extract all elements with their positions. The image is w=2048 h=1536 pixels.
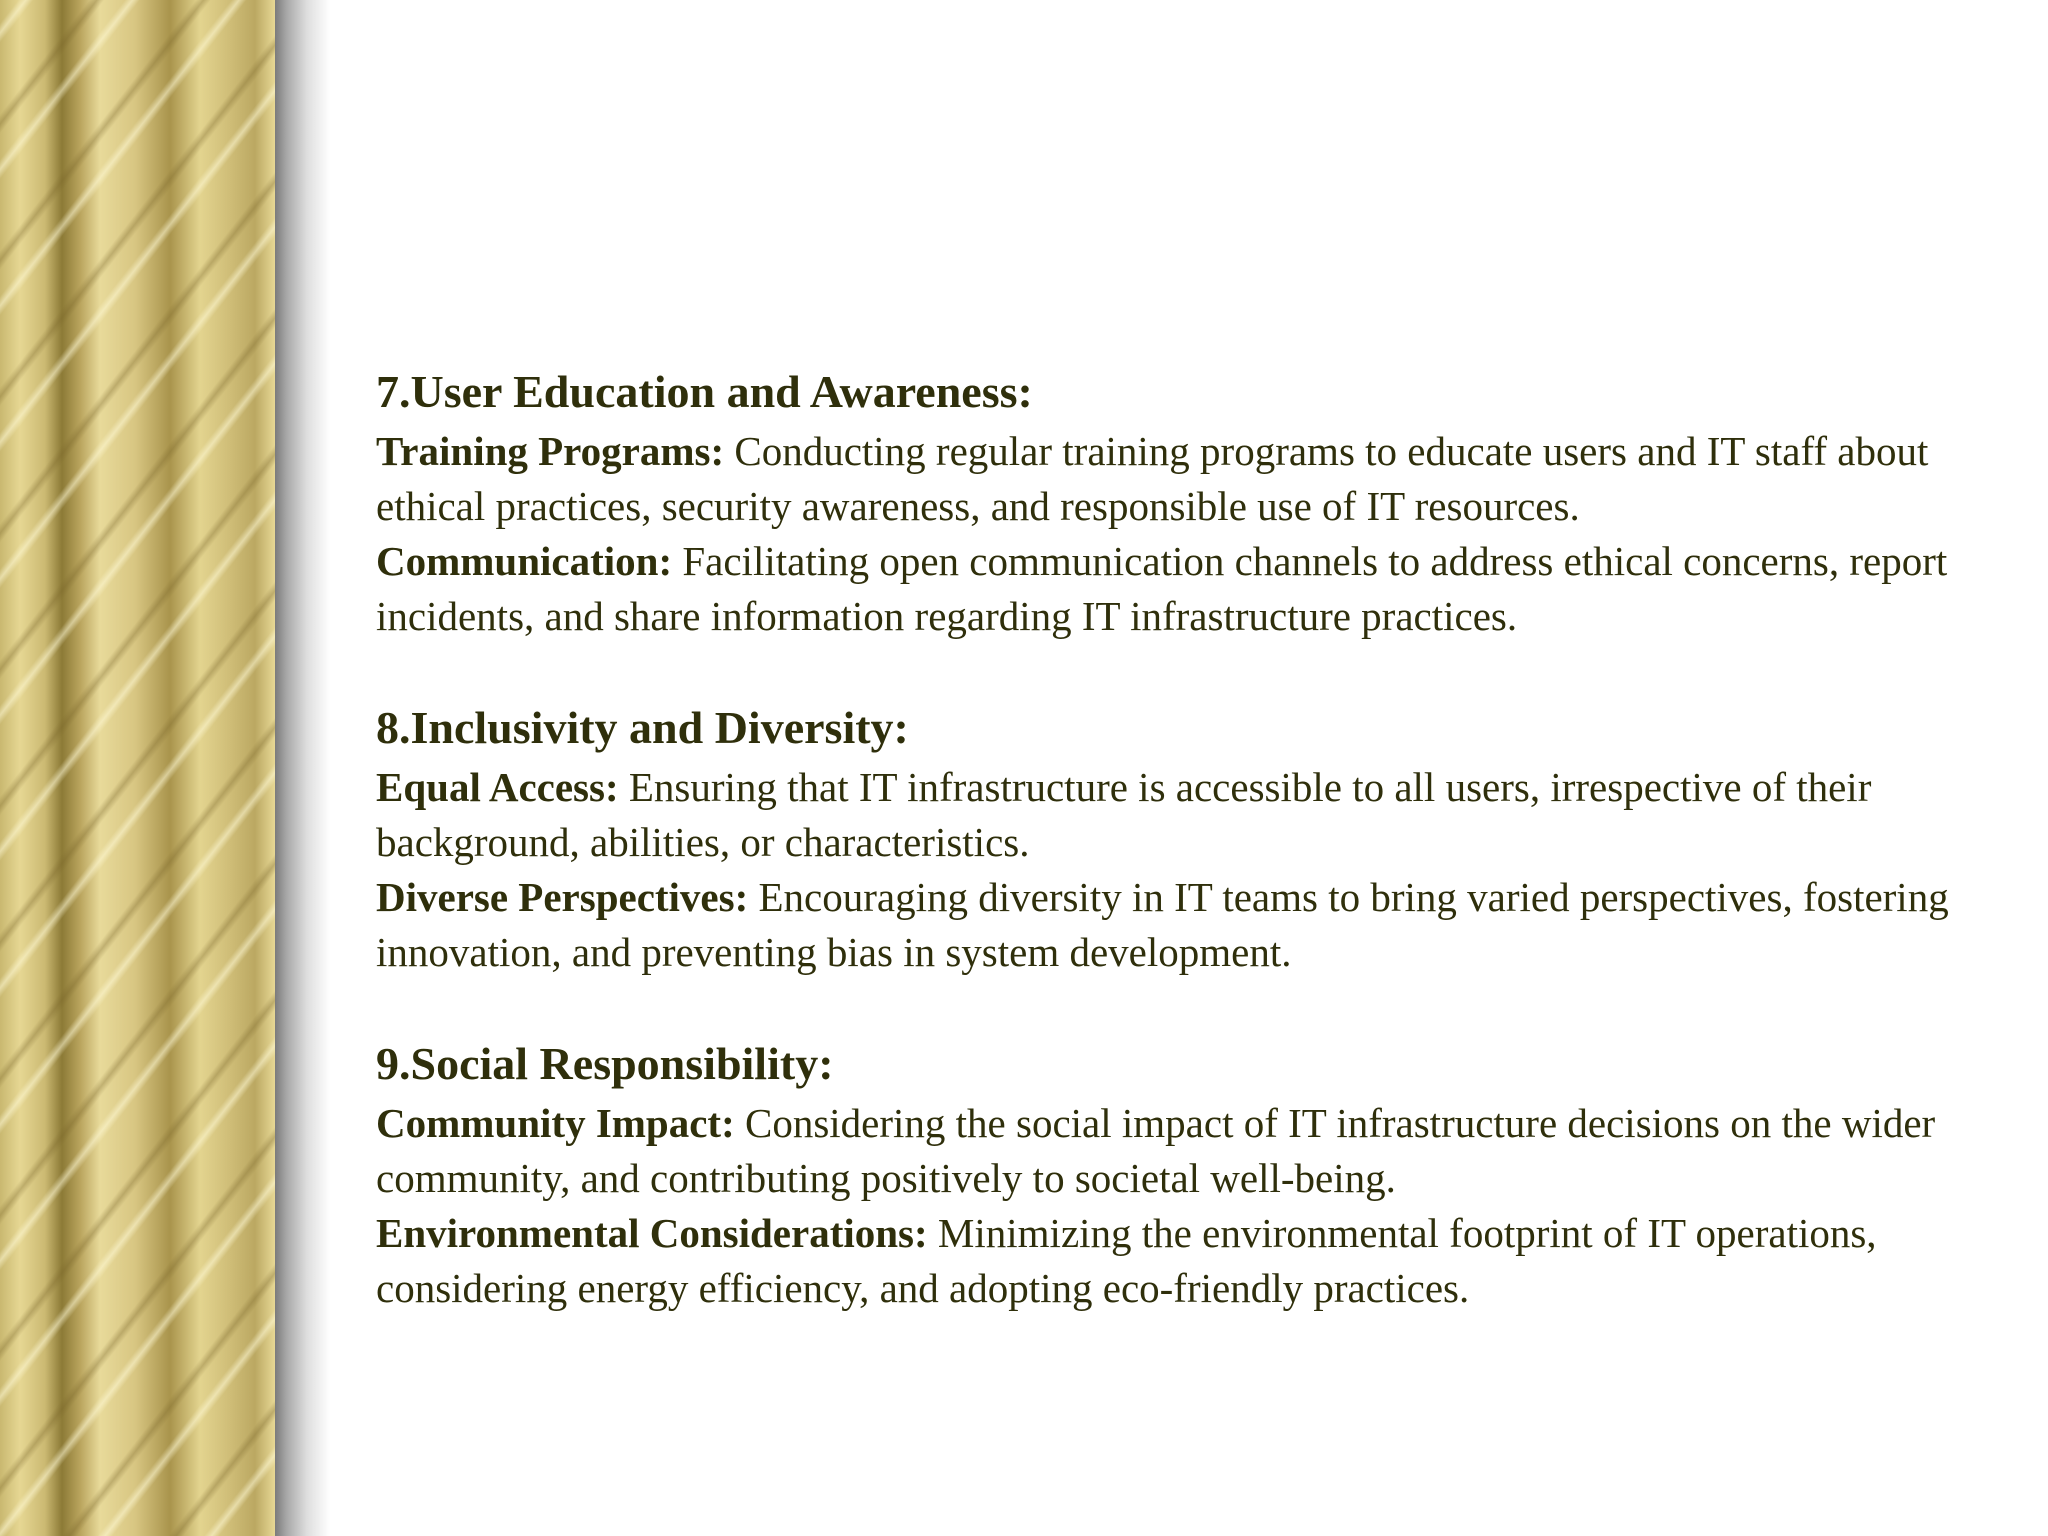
section-heading: 8.Inclusivity and Diversity: — [376, 702, 909, 753]
paragraph-text: Ensuring that IT infrastructure is accessible to all users, irrespective of their background, abilities, or characteristics. — [376, 764, 1872, 865]
section-heading: 9.Social Responsibility: — [376, 1038, 834, 1089]
paragraph-label: Diverse Perspectives: — [376, 874, 749, 920]
paragraph-equal-access — [376, 760, 2046, 870]
paragraph-diverse-perspectives — [376, 870, 2046, 980]
section-inclusivity-diversity — [376, 698, 2046, 980]
paragraph-text: Facilitating open communication channels to address ethical concerns, report incidents, and share information regarding IT infrastructure practices. — [376, 538, 1948, 639]
pillar-shadow — [275, 0, 330, 1536]
gold-pillar-decoration — [0, 0, 275, 1536]
paragraph-label: Community Impact: — [376, 1100, 735, 1146]
paragraph-community-impact — [376, 1096, 2046, 1206]
slide-content — [376, 362, 2046, 1316]
paragraph-text: Considering the social impact of IT infrastructure decisions on the wider community, and contributing positively to societal well-being. — [376, 1100, 1936, 1201]
paragraph-label: Equal Access: — [376, 764, 619, 810]
section-user-education — [376, 362, 2046, 644]
paragraph-label: Training Programs: — [376, 428, 725, 474]
paragraph-label: Communication: — [376, 538, 673, 584]
paragraph-training-programs — [376, 424, 2046, 534]
paragraph-text: Conducting regular training programs to educate users and IT staff about ethical practices, security awareness, and responsible use of IT resources. — [376, 428, 1929, 529]
paragraph-text: Minimizing the environmental footprint of IT operations, considering energy efficiency, and adopting eco-friendly practices. — [376, 1210, 1877, 1311]
section-heading: 7.User Education and Awareness: — [376, 366, 1033, 417]
paragraph-communication — [376, 534, 2046, 644]
paragraph-environmental-considerations — [376, 1206, 2046, 1316]
section-social-responsibility — [376, 1034, 2046, 1316]
paragraph-text: Encouraging diversity in IT teams to bring varied perspectives, fostering innovation, and preventing bias in system development. — [376, 874, 1949, 975]
paragraph-label: Environmental Considerations: — [376, 1210, 928, 1256]
